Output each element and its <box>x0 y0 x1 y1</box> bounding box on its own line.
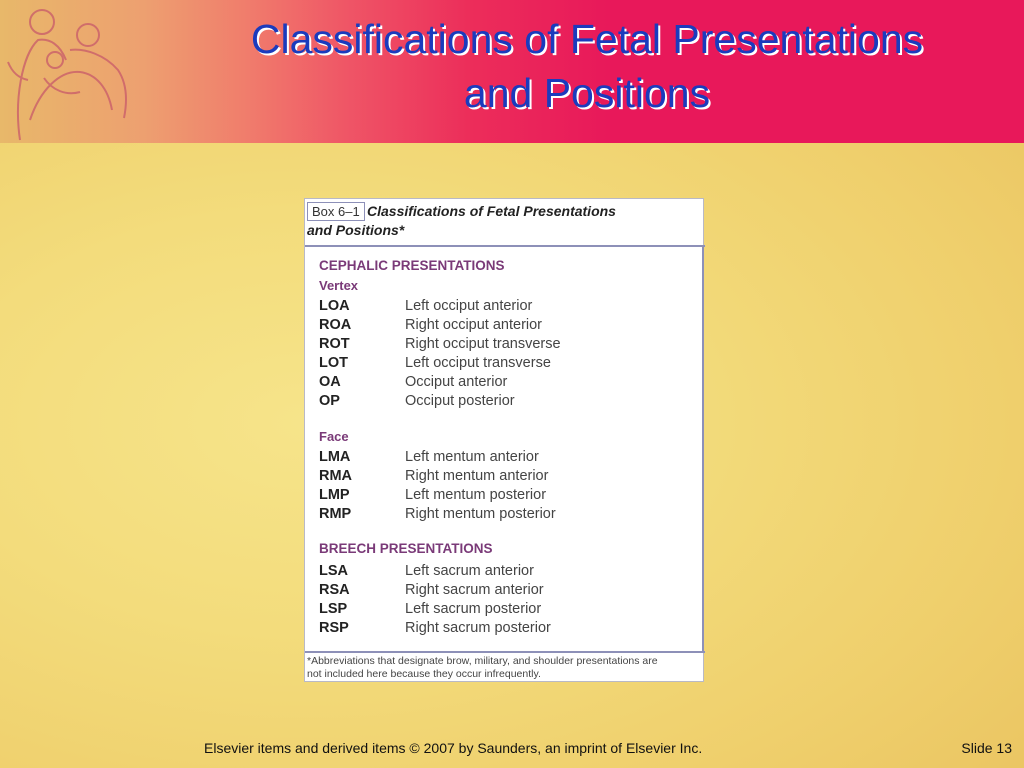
position-desc: Left occiput anterior <box>405 298 533 314</box>
slide-title-line1: Classifications of Fetal Presentations <box>250 16 924 62</box>
position-row <box>319 620 699 639</box>
slide-title <box>150 12 1024 120</box>
slide-number: Slide 13 <box>961 740 1012 756</box>
position-code: LSP <box>319 601 348 617</box>
position-row <box>319 582 699 601</box>
position-code: RSP <box>319 620 349 636</box>
box-title-line2: and Positions* <box>307 222 405 238</box>
slide-header <box>0 0 1024 143</box>
position-desc: Left mentum posterior <box>405 487 547 503</box>
vertex-subtitle: Vertex <box>319 278 359 293</box>
position-code: RMA <box>319 468 353 484</box>
position-row <box>319 393 699 412</box>
footnote-line1: *Abbreviations that designate brow, military, and shoulder presentations are <box>307 655 658 667</box>
position-desc: Right sacrum anterior <box>405 582 544 598</box>
box-footnote <box>305 651 705 683</box>
position-desc: Occiput posterior <box>405 393 515 409</box>
position-desc: Left mentum anterior <box>405 449 539 465</box>
box-title-line1: Classifications of Fetal Presentations <box>367 203 616 219</box>
position-row <box>319 449 699 468</box>
position-code: OA <box>319 374 341 390</box>
box-label: Box 6–1 <box>307 202 365 221</box>
position-desc: Right mentum posterior <box>405 506 556 522</box>
position-desc: Left sacrum anterior <box>405 563 534 579</box>
position-row <box>319 468 699 487</box>
position-code: OP <box>319 393 340 409</box>
position-code: LOA <box>319 298 350 314</box>
cephalic-section-title: CEPHALIC PRESENTATIONS <box>319 258 505 273</box>
breech-section-title: BREECH PRESENTATIONS <box>319 541 493 556</box>
family-illustration-logo <box>0 0 150 143</box>
slide-title-line2: and Positions <box>463 70 711 116</box>
position-desc: Occiput anterior <box>405 374 508 390</box>
position-desc: Left occiput transverse <box>405 355 551 371</box>
position-row <box>319 336 699 355</box>
position-row <box>319 374 699 393</box>
position-row <box>319 298 699 317</box>
position-code: LSA <box>319 563 348 579</box>
position-desc: Left sacrum posterior <box>405 601 542 617</box>
face-subtitle: Face <box>319 429 349 444</box>
position-code: ROT <box>319 336 350 352</box>
copyright-footer: Elsevier items and derived items © 2007 by Saunders, an imprint of Elsevier Inc. <box>204 740 703 756</box>
position-code: LOT <box>319 355 348 371</box>
position-desc: Right mentum anterior <box>405 468 549 484</box>
position-row <box>319 563 699 582</box>
position-row <box>319 487 699 506</box>
position-code: RMP <box>319 506 352 522</box>
position-row <box>319 317 699 336</box>
position-row <box>319 506 699 525</box>
position-row <box>319 601 699 620</box>
position-code: RSA <box>319 582 350 598</box>
position-desc: Right sacrum posterior <box>405 620 551 636</box>
footnote-line2: not included here because they occur infrequently. <box>307 668 541 680</box>
box-body <box>305 245 704 651</box>
position-code: LMA <box>319 449 351 465</box>
box-header <box>305 199 705 247</box>
position-code: ROA <box>319 317 352 333</box>
position-desc: Right occiput transverse <box>405 336 561 352</box>
classification-box <box>304 198 704 682</box>
position-code: LMP <box>319 487 350 503</box>
position-row <box>319 355 699 374</box>
position-desc: Right occiput anterior <box>405 317 543 333</box>
